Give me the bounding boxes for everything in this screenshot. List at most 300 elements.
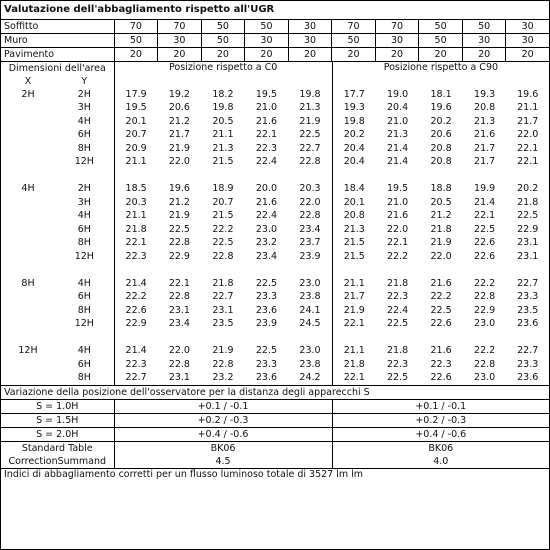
- ugr-value-c90: 21.6: [386, 210, 409, 222]
- reflectance-table: [1, 20, 549, 61]
- ugr-value-c90: 19.3: [474, 88, 496, 100]
- reflectance-value: 20: [245, 48, 289, 62]
- ugr-value-c0: 22.1: [114, 237, 158, 251]
- spacer-cell: [332, 169, 549, 183]
- ugr-value-c90: 22.2: [430, 291, 452, 303]
- ugr-value-c90: 20.1: [332, 196, 376, 210]
- ugr-value-c0: 23.0: [299, 277, 321, 289]
- reflectance-value: 30: [288, 20, 332, 34]
- ugr-value-c0: 20.7: [114, 129, 158, 143]
- ugr-value-c0: 21.6: [255, 115, 278, 127]
- ugr-value-c90: 23.0: [474, 318, 496, 330]
- x-dimension-empty: [1, 372, 55, 386]
- ugr-value-c90: 19.8: [332, 115, 376, 129]
- ugr-value-c0: 22.9: [168, 250, 190, 262]
- ugr-value-c0: 17.9: [114, 88, 158, 102]
- dims-header: Dimensioni dell'area: [1, 62, 114, 76]
- spacer-cell: [55, 331, 114, 345]
- ugr-value-c90: 22.5: [430, 304, 452, 316]
- ugr-value-c90: 22.0: [386, 223, 409, 235]
- ugr-row: [1, 142, 549, 156]
- ugr-value-c90: 23.6: [517, 372, 539, 384]
- row-label: Standard Table: [1, 442, 114, 456]
- ugr-value-c0: 22.3: [114, 250, 158, 264]
- reflectance-value: 20: [288, 48, 332, 62]
- ugr-value-c0: 23.0: [299, 345, 321, 357]
- ugr-value-c90: 22.4: [386, 304, 409, 316]
- ugr-value-c90: 22.2: [474, 345, 496, 357]
- ugr-value-c90: 22.6: [430, 372, 452, 384]
- ugr-value-c0: 21.6: [255, 196, 278, 208]
- ugr-value-c90: 20.2: [430, 115, 452, 127]
- ugr-value-c0: 22.6: [114, 304, 158, 318]
- ugr-value-c90: 22.6: [474, 250, 496, 262]
- y-dimension: 8H: [77, 304, 91, 316]
- ugr-value-c0: 20.1: [114, 115, 158, 129]
- y-dimension: 8H: [77, 372, 91, 384]
- ugr-value-c0: 24.2: [299, 372, 321, 384]
- ugr-value-c90: 21.4: [386, 156, 409, 168]
- x-dimension-empty: [1, 304, 55, 318]
- ugr-value-c90: 18.8: [430, 183, 452, 195]
- reflectance-value: 20: [332, 48, 376, 62]
- ugr-value-c90: 23.1: [517, 237, 539, 249]
- ugr-value-c90: 23.3: [517, 291, 539, 303]
- ugr-value-c90: 21.7: [517, 115, 539, 127]
- ugr-value-c0: 22.5: [255, 277, 278, 289]
- ugr-value-c0: 23.4: [168, 318, 190, 330]
- ugr-row: [1, 102, 549, 116]
- ugr-value-c90: 22.8: [474, 291, 496, 303]
- reflectance-value: 30: [506, 20, 549, 34]
- footnote: Indici di abbagliamento corretti per un flusso luminoso totale di 3527 lm lm: [1, 468, 549, 482]
- y-dimension: 12H: [74, 318, 94, 330]
- y-dimension: 8H: [77, 142, 91, 154]
- ugr-value-c90: 20.8: [430, 156, 452, 168]
- x-dimension-empty: [1, 358, 55, 372]
- x-dimension-empty: [1, 156, 55, 170]
- spacer-cell: [1, 331, 55, 345]
- ugr-value-c90: 21.8: [430, 223, 452, 235]
- ugr-value-c90: 23.1: [517, 250, 539, 262]
- ugr-value-c90: 19.0: [386, 88, 409, 100]
- ugr-value-c0: 21.1: [114, 210, 158, 224]
- ugr-value-c0: 19.5: [114, 102, 158, 116]
- reflectance-value: 30: [462, 34, 506, 48]
- ugr-value-c90: 20.2: [332, 129, 376, 143]
- ugr-value-c0: 22.4: [255, 156, 278, 168]
- spacer-cell: [332, 331, 549, 345]
- ugr-value-c0: 22.0: [299, 196, 321, 208]
- ugr-value-c0: 23.9: [255, 318, 278, 330]
- ugr-value-c90: 22.8: [474, 358, 496, 370]
- ugr-value-c0: 22.8: [168, 358, 190, 370]
- ugr-value-c90: 22.3: [386, 291, 409, 303]
- ugr-value-c90: 21.1: [332, 345, 376, 359]
- ugr-value-c0: 23.4: [255, 250, 278, 262]
- value-c0: 4.5: [114, 455, 332, 468]
- ugr-value-c0: 18.2: [212, 88, 234, 100]
- reflectance-value: 50: [201, 20, 245, 34]
- ugr-value-c90: 21.4: [474, 196, 496, 208]
- ugr-value-c90: 19.3: [332, 102, 376, 116]
- variation-c0: +0.2 / -0.3: [114, 414, 332, 428]
- x-dimension: 4H: [21, 183, 35, 195]
- y-label: Y: [81, 75, 88, 87]
- reflectance-value: 20: [201, 48, 245, 62]
- variation-c0: +0.1 / -0.1: [114, 400, 332, 414]
- x-dimension-empty: [1, 102, 55, 116]
- x-dimension-empty: [1, 291, 55, 305]
- ugr-value-c0: 23.2: [212, 372, 234, 384]
- ugr-value-c0: 23.1: [168, 372, 190, 384]
- ugr-value-c0: 22.1: [255, 129, 278, 141]
- ugr-value-c0: 18.9: [212, 183, 234, 195]
- ugr-value-c90: 22.5: [474, 223, 496, 235]
- ugr-value-c90: 21.9: [332, 304, 376, 318]
- ugr-value-c0: 23.6: [255, 304, 278, 316]
- ugr-value-c90: 22.0: [430, 250, 452, 262]
- ugr-value-c90: 20.5: [430, 196, 452, 208]
- reflectance-value: 30: [375, 34, 419, 48]
- reflectance-value: 30: [158, 34, 202, 48]
- ugr-value-c0: 22.7: [114, 372, 158, 386]
- ugr-value-c90: 21.5: [332, 237, 376, 251]
- ugr-value-c90: 21.8: [386, 277, 409, 289]
- x-dimension-empty: [1, 318, 55, 332]
- reflectance-row: [1, 48, 549, 62]
- value-c90: 4.0: [332, 455, 549, 468]
- ugr-value-c0: 23.7: [299, 237, 321, 249]
- ugr-value-c90: 21.7: [332, 291, 376, 305]
- ugr-value-c90: 22.7: [517, 345, 539, 357]
- ugr-row: [1, 183, 549, 197]
- reflectance-value: 50: [419, 34, 463, 48]
- y-dimension: 6H: [77, 291, 91, 303]
- reflectance-value: 70: [158, 20, 202, 34]
- y-dimension: 4H: [77, 345, 91, 357]
- ugr-value-c0: 21.3: [212, 142, 234, 154]
- ugr-value-c90: 19.5: [386, 183, 409, 195]
- ugr-value-c90: 22.1: [386, 237, 409, 249]
- ugr-value-c0: 23.2: [255, 237, 278, 249]
- ugr-value-c90: 20.8: [474, 102, 496, 114]
- ugr-value-c90: 21.6: [430, 277, 452, 289]
- ugr-value-c0: 22.8: [168, 291, 190, 303]
- x-dimension: 8H: [21, 277, 35, 289]
- y-dimension: 2H: [77, 88, 91, 100]
- ugr-value-c0: 23.8: [299, 358, 321, 370]
- ugr-row: [1, 115, 549, 129]
- ugr-value-c90: 21.8: [386, 345, 409, 357]
- x-dimension: 2H: [21, 88, 35, 100]
- variation-c0: +0.4 / -0.6: [114, 428, 332, 442]
- ugr-value-c90: 20.4: [332, 156, 376, 170]
- ugr-value-c0: 21.9: [299, 115, 321, 127]
- ugr-value-c0: 20.0: [255, 183, 278, 195]
- ugr-value-c0: 23.5: [212, 318, 234, 330]
- spacer-cell: [55, 169, 114, 183]
- ugr-row: [1, 156, 549, 170]
- row-label: CorrectionSummand: [8, 455, 107, 467]
- ugr-value-c0: 22.0: [168, 345, 190, 357]
- ugr-value-c0: 22.0: [168, 156, 190, 168]
- variation-table: [1, 385, 549, 468]
- y-dimension: 6H: [77, 223, 91, 235]
- ugr-value-c0: 22.8: [168, 237, 190, 249]
- reflectance-value: 50: [332, 34, 376, 48]
- reflectance-value: 50: [114, 34, 158, 48]
- y-dimension: 2H: [77, 183, 91, 195]
- x-dimension-empty: [1, 115, 55, 129]
- ugr-value-c0: 21.4: [114, 345, 158, 359]
- x-dimension-empty: [1, 210, 55, 224]
- value-c0: BK06: [114, 442, 332, 456]
- ugr-value-c90: 17.7: [332, 88, 376, 102]
- y-dimension: 4H: [77, 210, 91, 222]
- ugr-value-c0: 22.8: [299, 156, 321, 168]
- spacer-cell: [114, 331, 332, 345]
- variation-c90: +0.2 / -0.3: [332, 414, 549, 428]
- spacer-cell: [114, 264, 332, 278]
- reflectance-label: Soffitto: [4, 20, 39, 32]
- y-dimension: 6H: [77, 358, 91, 370]
- ugr-value-c90: 19.6: [430, 102, 452, 114]
- ugr-value-c0: 21.4: [114, 277, 158, 291]
- ugr-row: [1, 223, 549, 237]
- ugr-value-c90: 22.9: [517, 223, 539, 235]
- ugr-value-c0: 23.8: [299, 291, 321, 303]
- ugr-value-c0: 21.2: [168, 196, 190, 208]
- ugr-value-c90: 20.4: [386, 102, 409, 114]
- ugr-value-c0: 19.6: [168, 183, 190, 195]
- reflectance-row: [1, 34, 549, 48]
- ugr-value-c0: 21.3: [299, 102, 321, 114]
- ugr-value-c0: 23.1: [212, 304, 234, 316]
- ugr-value-c0: 20.6: [168, 102, 190, 114]
- y-dimension: 3H: [77, 196, 91, 208]
- ugr-value-c0: 20.9: [114, 142, 158, 156]
- spacer-cell: [1, 169, 55, 183]
- ugr-row: [1, 318, 549, 332]
- ugr-value-c0: 21.9: [168, 142, 190, 154]
- ugr-value-c0: 24.1: [299, 304, 321, 316]
- ugr-value-c90: 22.1: [474, 210, 496, 222]
- variation-label: S = 2.0H: [1, 428, 114, 442]
- ugr-value-c0: 23.9: [299, 250, 321, 262]
- ugr-value-c0: 19.2: [168, 88, 190, 100]
- ugr-value-c90: 22.3: [430, 358, 452, 370]
- ugr-value-c0: 22.7: [212, 291, 234, 303]
- group-spacer: [1, 331, 549, 345]
- reflectance-value: 20: [506, 48, 549, 62]
- ugr-value-c90: 21.4: [386, 142, 409, 154]
- reflectance-value: 20: [114, 48, 158, 62]
- ugr-value-c90: 22.3: [386, 358, 409, 370]
- variation-title: Variazione della posizione dell'osservatore per la distanza degli apparecchi S: [1, 386, 549, 400]
- ugr-value-c0: 21.1: [114, 156, 158, 170]
- spacer-cell: [332, 264, 549, 278]
- ugr-value-c0: 21.1: [212, 129, 234, 141]
- ugr-value-c90: 21.3: [474, 115, 496, 127]
- ugr-row: [1, 291, 549, 305]
- ugr-value-c90: 21.6: [474, 129, 496, 141]
- ugr-value-c0: 22.7: [299, 142, 321, 154]
- ugr-value-c0: 21.9: [168, 210, 190, 222]
- ugr-value-c0: 21.5: [212, 210, 234, 222]
- reflectance-value: 50: [419, 20, 463, 34]
- group-spacer: [1, 169, 549, 183]
- ugr-value-c90: 21.1: [517, 102, 539, 114]
- ugr-row: [1, 196, 549, 210]
- ugr-value-c0: 22.5: [168, 223, 190, 235]
- ugr-value-c90: 22.1: [517, 156, 539, 168]
- ugr-value-c90: 20.2: [517, 183, 539, 195]
- ugr-value-c90: 21.3: [332, 223, 376, 237]
- ugr-value-c0: 19.8: [212, 102, 234, 114]
- reflectance-value: 30: [288, 34, 332, 48]
- y-dimension: 6H: [77, 129, 91, 141]
- c90-header: Posizione rispetto a C90: [332, 62, 549, 89]
- ugr-value-c90: 18.4: [332, 183, 376, 197]
- ugr-value-c0: 19.5: [255, 88, 278, 100]
- x-label: X: [24, 75, 32, 87]
- value-c90: BK06: [332, 442, 549, 456]
- ugr-value-c0: 20.5: [212, 115, 234, 127]
- y-dimension: 8H: [77, 237, 91, 249]
- ugr-value-c90: 19.9: [474, 183, 496, 195]
- x-dimension-empty: [1, 237, 55, 251]
- reflectance-value: 20: [158, 48, 202, 62]
- ugr-value-c0: 22.3: [255, 142, 278, 154]
- x-dimension-empty: [1, 250, 55, 264]
- ugr-row: [1, 129, 549, 143]
- y-dimension: 3H: [77, 102, 91, 114]
- ugr-value-c0: 21.9: [212, 345, 234, 357]
- ugr-value-c90: 22.5: [517, 210, 539, 222]
- ugr-row: [1, 237, 549, 251]
- ugr-value-c90: 23.5: [517, 304, 539, 316]
- correction-row: [1, 455, 549, 468]
- variation-label: S = 1.0H: [1, 400, 114, 414]
- ugr-value-c0: 22.2: [212, 223, 234, 235]
- ugr-table: [1, 61, 549, 385]
- ugr-value-c90: 21.2: [430, 210, 452, 222]
- ugr-value-c0: 19.8: [299, 88, 321, 100]
- spacer-cell: [1, 264, 55, 278]
- ugr-value-c0: 21.2: [168, 115, 190, 127]
- ugr-value-c0: 23.0: [255, 223, 278, 235]
- ugr-value-c90: 22.2: [474, 277, 496, 289]
- ugr-value-c0: 20.7: [212, 196, 234, 208]
- ugr-value-c90: 21.0: [386, 115, 409, 127]
- ugr-value-c90: 21.7: [474, 156, 496, 168]
- ugr-value-c0: 21.8: [212, 277, 234, 289]
- spacer-cell: [114, 169, 332, 183]
- ugr-value-c90: 22.2: [386, 250, 409, 262]
- ugr-row: [1, 277, 549, 291]
- c0-header: Posizione rispetto a C0: [114, 62, 332, 89]
- x-dimension: 12H: [18, 345, 38, 357]
- ugr-value-c0: 23.3: [255, 358, 278, 370]
- ugr-value-c0: 20.3: [299, 183, 321, 195]
- reflectance-value: 50: [201, 34, 245, 48]
- spacer-cell: [55, 264, 114, 278]
- reflectance-value: 50: [462, 20, 506, 34]
- standard-table-row: [1, 442, 549, 456]
- ugr-value-c0: 21.7: [168, 129, 190, 141]
- reflectance-value: 70: [332, 20, 376, 34]
- ugr-value-c90: 20.6: [430, 129, 452, 141]
- ugr-value-c90: 21.5: [332, 250, 376, 264]
- ugr-value-c90: 22.1: [517, 142, 539, 154]
- ugr-value-c90: 22.6: [430, 318, 452, 330]
- reflectance-value: 20: [375, 48, 419, 62]
- ugr-value-c0: 22.2: [114, 291, 158, 305]
- sheet-title: Valutazione dell'abbagliamento rispetto all'UGR: [1, 1, 549, 20]
- reflectance-label: Muro: [1, 34, 114, 48]
- reflectance-row: [1, 20, 549, 34]
- y-dimension: 12H: [74, 156, 94, 168]
- ugr-row: [1, 304, 549, 318]
- group-spacer: [1, 264, 549, 278]
- ugr-value-c90: 22.5: [386, 372, 409, 384]
- ugr-value-c90: 23.6: [517, 318, 539, 330]
- ugr-value-c0: 22.8: [212, 250, 234, 262]
- ugr-value-c90: 22.7: [517, 277, 539, 289]
- ugr-value-c90: 22.0: [517, 129, 539, 141]
- reflectance-value: 50: [245, 20, 289, 34]
- ugr-value-c0: 23.1: [168, 304, 190, 316]
- x-dimension-empty: [1, 142, 55, 156]
- ugr-value-c90: 21.6: [430, 345, 452, 357]
- reflectance-value: 20: [462, 48, 506, 62]
- variation-row: [1, 414, 549, 428]
- ugr-value-c0: 18.5: [114, 183, 158, 197]
- ugr-value-c90: 20.8: [430, 142, 452, 154]
- variation-label: S = 1.5H: [1, 414, 114, 428]
- ugr-row: [1, 358, 549, 372]
- ugr-value-c0: 23.6: [255, 372, 278, 384]
- reflectance-value: 70: [375, 20, 419, 34]
- reflectance-value: 70: [114, 20, 158, 34]
- ugr-value-c90: 21.7: [474, 142, 496, 154]
- ugr-value-c90: 21.8: [517, 196, 539, 208]
- ugr-value-c90: 22.1: [332, 318, 376, 332]
- ugr-row: [1, 372, 549, 386]
- ugr-value-c90: 18.1: [430, 88, 452, 100]
- ugr-value-c90: 22.1: [332, 372, 376, 386]
- ugr-value-c90: 21.9: [430, 237, 452, 249]
- ugr-value-c90: 21.8: [332, 358, 376, 372]
- y-dimension: 12H: [74, 250, 94, 262]
- ugr-value-c0: 22.5: [299, 129, 321, 141]
- ugr-value-c90: 23.0: [474, 372, 496, 384]
- y-dimension: 4H: [77, 277, 91, 289]
- reflectance-label: Pavimento: [1, 48, 114, 62]
- ugr-value-c0: 22.3: [114, 358, 158, 372]
- x-dimension-empty: [1, 196, 55, 210]
- ugr-row: [1, 210, 549, 224]
- ugr-row: [1, 345, 549, 359]
- x-dimension-empty: [1, 223, 55, 237]
- ugr-value-c0: 21.0: [255, 102, 278, 114]
- reflectance-value: 30: [506, 34, 549, 48]
- ugr-value-c90: 22.6: [474, 237, 496, 249]
- variation-c90: +0.4 / -0.6: [332, 428, 549, 442]
- ugr-value-c90: 19.6: [517, 88, 539, 100]
- ugr-value-c0: 22.1: [168, 277, 190, 289]
